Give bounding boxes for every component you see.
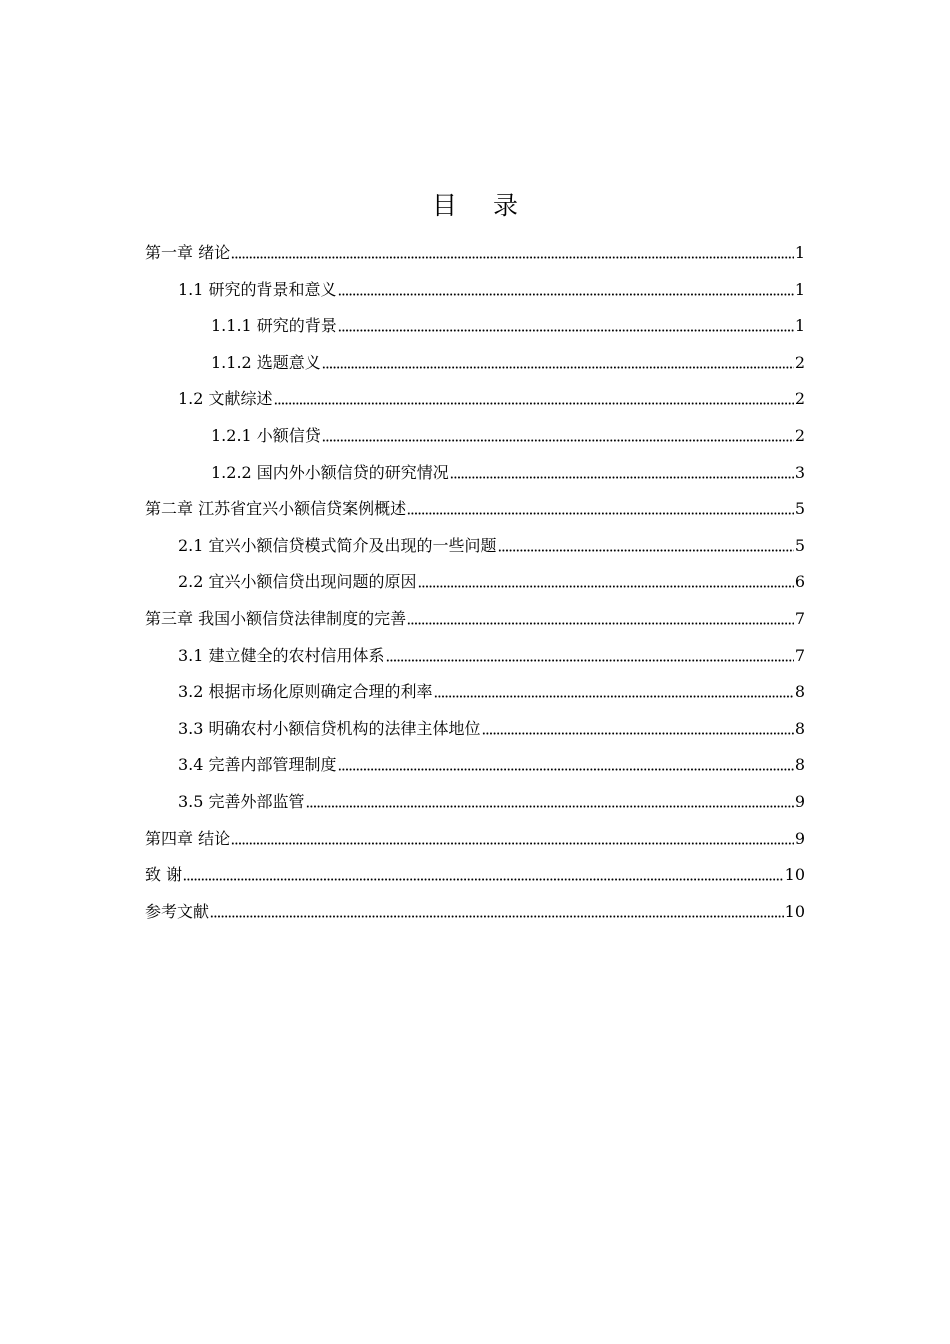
toc-dot-leader <box>498 549 794 552</box>
toc-dot-leader <box>231 256 794 259</box>
toc-page-number: 2 <box>794 426 805 445</box>
toc-entry[interactable] <box>178 631 805 667</box>
toc-entry[interactable] <box>211 301 805 337</box>
toc-dot-leader <box>386 659 794 662</box>
toc-entry[interactable] <box>145 484 805 520</box>
toc-entry-text: 3.5 完善外部监管 <box>178 792 305 811</box>
toc-page-number: 8 <box>794 718 805 738</box>
toc-entry-text: 第二章 江苏省宜兴小额信贷案例概述 <box>145 499 407 519</box>
toc-page-number: 7 <box>794 645 805 665</box>
toc-page-number: 1 <box>794 243 805 262</box>
toc-entry[interactable] <box>145 814 805 850</box>
toc-dot-leader <box>338 293 794 296</box>
toc-entry-text: 3.4 完善内部管理制度 <box>178 755 337 775</box>
toc-page-number: 7 <box>794 609 805 628</box>
toc-entry[interactable] <box>178 667 805 703</box>
toc-dot-leader <box>306 805 794 808</box>
toc-page-number: 9 <box>794 828 805 848</box>
toc-dot-leader <box>418 585 794 588</box>
toc-entry-text: 3.2 根据市场化原则确定合理的利率 <box>178 682 433 702</box>
toc-page-number: 5 <box>794 535 805 555</box>
toc-entry[interactable] <box>178 521 805 557</box>
toc-entry[interactable] <box>178 557 805 593</box>
toc-page-number: 8 <box>794 682 805 702</box>
toc-page-number: 6 <box>794 572 805 592</box>
toc-dot-leader <box>210 915 784 918</box>
toc-entry-text: 1.2.2 国内外小额信贷的研究情况 <box>211 462 449 482</box>
toc-entry-text: 1.1.1 研究的背景 <box>211 316 337 336</box>
toc-entry[interactable] <box>211 338 805 374</box>
toc-entry[interactable] <box>211 411 805 447</box>
toc-entry[interactable] <box>178 704 805 740</box>
toc-entry[interactable] <box>145 594 805 630</box>
toc-dot-leader <box>338 329 794 332</box>
toc-entry-text: 第三章 我国小额信贷法律制度的完善 <box>145 609 407 628</box>
toc-dot-leader <box>482 732 794 735</box>
toc-dot-leader <box>322 439 794 442</box>
toc-entry-text: 2.1 宜兴小额信贷模式简介及出现的一些问题 <box>178 535 497 555</box>
toc-entry-text: 1.2 文献综述 <box>178 389 273 409</box>
toc-dot-leader <box>274 402 794 405</box>
toc-entry-text: 3.1 建立健全的农村信用体系 <box>178 645 385 665</box>
toc-dot-leader <box>322 366 794 369</box>
toc-entry-text: 致 谢 <box>145 865 183 885</box>
toc-entry[interactable] <box>178 265 805 301</box>
toc-dot-leader <box>450 476 794 479</box>
toc-entry[interactable] <box>178 777 805 813</box>
toc-entry-text: 1.1.2 选题意义 <box>211 352 321 372</box>
toc-entry[interactable] <box>145 850 805 886</box>
toc-dot-leader <box>434 695 794 698</box>
toc-entry-text: 1.1 研究的背景和意义 <box>178 279 337 299</box>
toc-dot-leader <box>183 878 784 881</box>
toc-entry-text: 第四章 结论 <box>145 828 231 848</box>
toc-entry-text: 参考文献 <box>145 901 210 921</box>
toc-entry[interactable] <box>178 740 805 776</box>
toc-dot-leader <box>407 512 794 515</box>
toc-page-number: 1 <box>794 279 805 299</box>
toc-page-number: 9 <box>794 792 805 811</box>
toc-entry[interactable] <box>145 228 805 264</box>
toc-entry[interactable] <box>178 374 805 410</box>
toc-page-number: 2 <box>794 352 805 372</box>
toc-entry-text: 2.2 宜兴小额信贷出现问题的原因 <box>178 572 417 592</box>
toc-entry-text: 1.2.1 小额信贷 <box>211 426 321 445</box>
toc-page-number: 1 <box>794 316 805 336</box>
toc-page-number: 3 <box>794 462 805 482</box>
toc-entry[interactable] <box>145 887 805 923</box>
toc-page-number: 10 <box>784 865 805 885</box>
toc-page-number: 10 <box>784 901 805 921</box>
toc-entry[interactable] <box>211 448 805 484</box>
toc-dot-leader <box>407 622 794 625</box>
toc-dot-leader <box>231 842 794 845</box>
toc-page-number: 5 <box>794 499 805 519</box>
toc-title: 目 录 <box>432 191 532 220</box>
toc-dot-leader <box>338 768 794 771</box>
toc-entry-text: 3.3 明确农村小额信贷机构的法律主体地位 <box>178 718 481 738</box>
toc-page-number: 8 <box>794 755 805 775</box>
toc-page-number: 2 <box>794 389 805 409</box>
toc-entry-text: 第一章 绪论 <box>145 243 231 262</box>
